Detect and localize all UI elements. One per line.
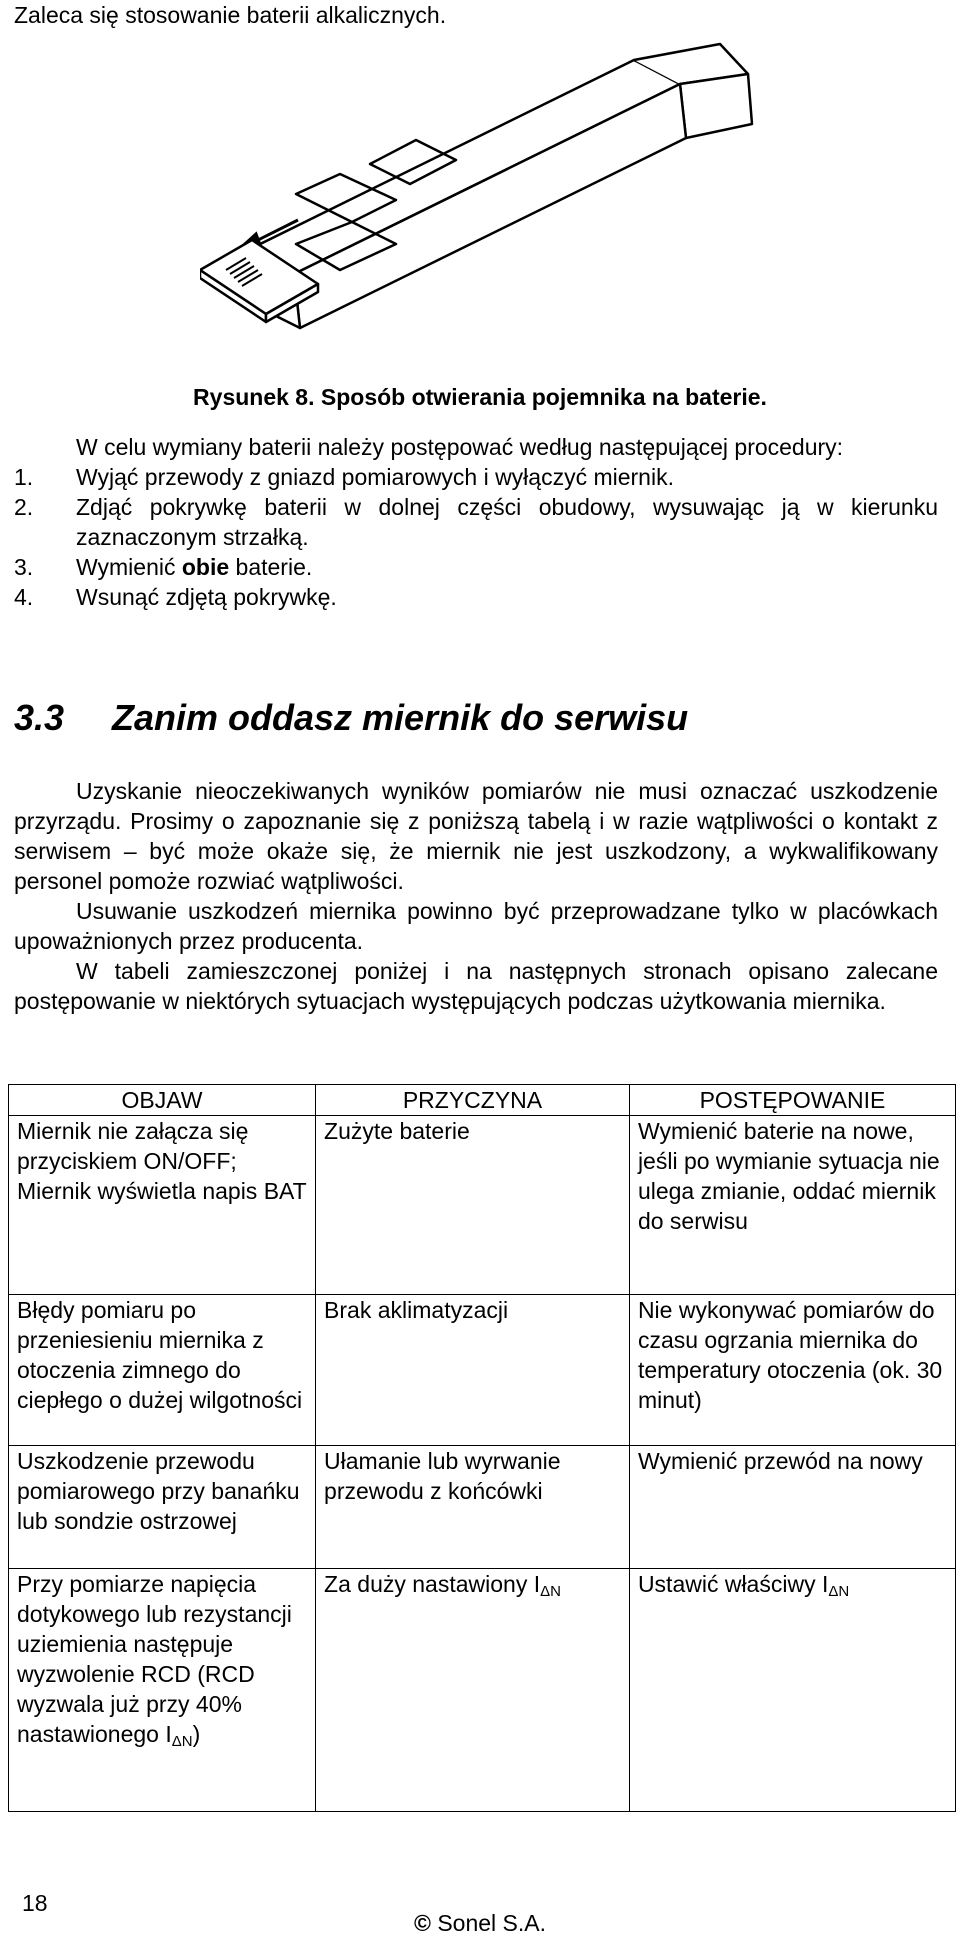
list-item: 1. Wyjąć przewody z gniazd pomiarowych i wyłączyć miernik. bbox=[14, 464, 674, 490]
cause-cell: Za duży nastawiony $I_{\Delta N}$ bbox=[316, 1569, 630, 1812]
list-item: 2. Zdjąć pokrywkę baterii w dolnej części obudowy, wysuwając ją w kierunku zaznaczonym strzałką. bbox=[14, 494, 938, 550]
subscript-delta-n: ΔN bbox=[540, 1583, 561, 1600]
action-cell: Ustawić właściwy $I_{\Delta N}$ bbox=[629, 1569, 955, 1812]
procedure-block bbox=[14, 432, 938, 612]
symptom-cell: Przy pomiarze napięcia dotykowego lub rezystancji uziemienia następuje wyzwolenie RCD (RCD wyzwala już przy 40% nastawionego $I_{\Delta N}$) bbox=[9, 1569, 316, 1812]
section-paragraph: Uzyskanie nieoczekiwanych wyników pomiarów nie musi oznaczać uszkodzenie przyrządu. Prosimy o zapoznanie się z poniższą tabelą i w razie wątpliwości o kontakt z serwisem – być może okaże się, że miernik nie jest uszkodzony, a wykwalifikowany personel pomoże rozwiać wątpliwości. bbox=[14, 778, 938, 894]
table-header-row bbox=[9, 1085, 956, 1116]
action-cell: Wymienić przewód na nowy bbox=[629, 1446, 955, 1569]
table-row bbox=[9, 1569, 956, 1812]
procedure-steps bbox=[14, 462, 938, 612]
section-heading bbox=[14, 696, 688, 740]
action-cell: Nie wykonywać pomiarów do czasu ogrzania miernika do temperatury otoczenia (ok. 30 minut) bbox=[629, 1295, 955, 1446]
emphasis-obie: obie bbox=[181, 554, 230, 580]
intro-line: Zaleca się stosowanie baterii alkalicznych. bbox=[14, 2, 447, 28]
company-name: Sonel S.A. bbox=[437, 1910, 547, 1936]
table-row bbox=[9, 1116, 956, 1295]
subscript-delta-n: ΔN bbox=[171, 1733, 193, 1750]
table-row bbox=[9, 1446, 956, 1569]
section-paragraph: Usuwanie uszkodzeń miernika powinno być przeprowadzane tylko w placówkach upoważnionych przez producenta. bbox=[14, 898, 938, 954]
section-title: Zanim oddasz miernik do serwisu bbox=[112, 697, 689, 738]
cause-cell: Zużyte baterie bbox=[316, 1116, 630, 1295]
footer bbox=[0, 1910, 960, 1937]
symptom-cell: Błędy pomiaru po przeniesieniu miernika z otoczenia zimnego do ciepłego o dużej wilgotności bbox=[9, 1295, 316, 1446]
symptom-cell: Miernik nie załącza się przyciskiem ON/OFF; Miernik wyświetla napis BAT bbox=[9, 1116, 316, 1295]
table-row bbox=[9, 1295, 956, 1446]
header-symptom: OBJAW bbox=[9, 1085, 316, 1116]
list-item: 3. Wymienić obie baterie. bbox=[14, 554, 313, 580]
action-cell: Wymienić baterie na nowe, jeśli po wymianie sytuacja nie ulega zmianie, oddać miernik do serwisu bbox=[629, 1116, 955, 1295]
copyright-icon: © bbox=[413, 1910, 431, 1936]
cause-cell: Ułamanie lub wyrwanie przewodu z końcówki bbox=[316, 1446, 630, 1569]
cause-cell: Brak aklimatyzacji bbox=[316, 1295, 630, 1446]
section-body bbox=[14, 776, 938, 1016]
section-paragraph: W tabeli zamieszczonej poniżej i na następnych stronach opisano zalecane postępowanie w niektórych sytuacjach występujących podczas użytkowania miernika. bbox=[14, 958, 938, 1014]
subscript-delta-n: ΔN bbox=[828, 1583, 850, 1600]
section-number: 3.3 bbox=[14, 697, 65, 738]
procedure-intro: W celu wymiany baterii należy postępować według następującej procedury: bbox=[76, 434, 844, 460]
figure-caption: Rysunek 8. Sposób otwierania pojemnika na baterie. bbox=[193, 384, 767, 410]
list-item: 4. Wsunąć zdjętą pokrywkę. bbox=[14, 584, 337, 610]
battery-compartment-figure bbox=[200, 38, 760, 358]
symptom-cell: Uszkodzenie przewodu pomiarowego przy banańku lub sondzie ostrzowej bbox=[9, 1446, 316, 1569]
troubleshooting-table bbox=[8, 1084, 956, 1812]
page-number: 18 bbox=[22, 1890, 48, 1916]
header-cause: PRZYCZYNA bbox=[316, 1085, 630, 1116]
header-action: POSTĘPOWANIE bbox=[629, 1085, 955, 1116]
